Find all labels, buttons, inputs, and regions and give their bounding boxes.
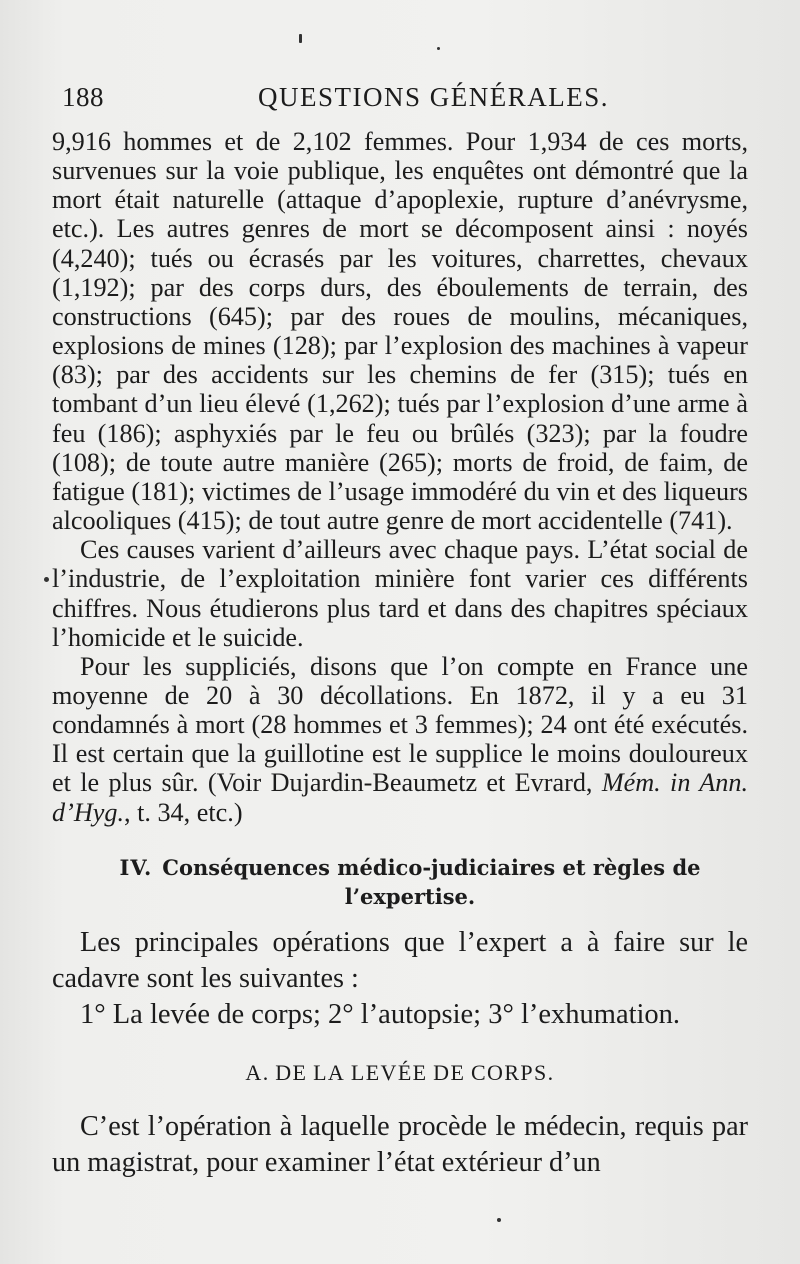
running-title: QUESTIONS GÉNÉRALES.	[258, 82, 609, 112]
final-paragraph: C’est l’opération à laquelle procède le médecin, requis par un magistrat, pour examiner l’état extérieur d’un	[52, 1110, 748, 1178]
print-speck	[44, 577, 49, 582]
subsection-word-4: DE	[433, 1059, 466, 1085]
section-numeral: IV.	[119, 854, 153, 880]
section-intro: Les principales opérations que l’expert a à faire sur le cadavre sont les suivantes :	[52, 926, 748, 994]
executions-text: Pour les suppliciés, disons que l’on compte en France une moyenne de 20 à 30 décollations. En 1872, il y a eu 31 condamnés à mort (28 hommes et 3 femmes); 24 ont été exécutés. Il est certain que la guillotine est le supplice le moins douloureux et le plus sûr. (Voir Dujardin-Beaumetz et Evrard,	[52, 651, 748, 798]
subsection-word-2: LA	[313, 1059, 346, 1085]
subsection-word-1: DE	[275, 1059, 308, 1085]
paragraph-statistics: 9,916 hommes et de 2,102 femmes. Pour 1,934 de ces morts, survenues sur la voie publique, les enquêtes ont démontré que la mort était naturelle (attaque d’apoplexie, rupture d’anévrysme, etc.). Les autres genres de mort se décomposent ainsi : noyés (4,240); tués ou écrasés par les voitures, charrettes, chevaux (1,192); par des corps durs, des éboulements de terrain, des constructions (645); par des roues de moulins, mécaniques, explosions de mines (128); par l’explosion des machines à vapeur (83); par des accidents sur les chemins de fer (315); tués en tombant d’un lieu élevé (1,262); tués par l’explosion d’une arme à feu (186); asphyxiés par le feu ou brûlés (323); par la foudre (108); de toute autre manière (265); morts de froid, de faim, de fatigue (181); victimes de l’usage immodéré du vin et des liqueurs alcooliques (415); de tout autre genre de mort accidentelle (741).	[52, 127, 748, 536]
text-column	[52, 127, 748, 1181]
paragraph-causes: Ces causes varient d’ailleurs avec chaque pays. L’état social de l’industrie, de l’exploitation minière font varier ces différents chiffres. Nous étudierons plus tard et dans des chapitres spéciaux l’homicide et le suicide.	[52, 535, 748, 652]
page-number: 188	[62, 82, 104, 112]
section-title: Conséquences médico-judiciaires et règles de l’expertise.	[162, 854, 701, 909]
subsection-letter: A.	[245, 1059, 270, 1085]
subsection-heading	[52, 1061, 748, 1087]
print-speck	[497, 1218, 501, 1222]
journal-reference: Mém. in Ann. d’Hyg.	[52, 768, 749, 827]
operations-list: 1° La levée de corps; 2° l’autopsie; 3° l’exhumation.	[80, 998, 681, 1030]
paragraph-executions	[52, 652, 748, 827]
print-speck	[299, 34, 302, 43]
print-speck	[437, 47, 440, 50]
subsection-word-3: LEVÉE	[350, 1059, 428, 1085]
reference-tail: , t. 34, etc.)	[124, 797, 243, 827]
subsection-word-5: CORPS.	[470, 1059, 555, 1085]
section-heading	[52, 853, 748, 911]
